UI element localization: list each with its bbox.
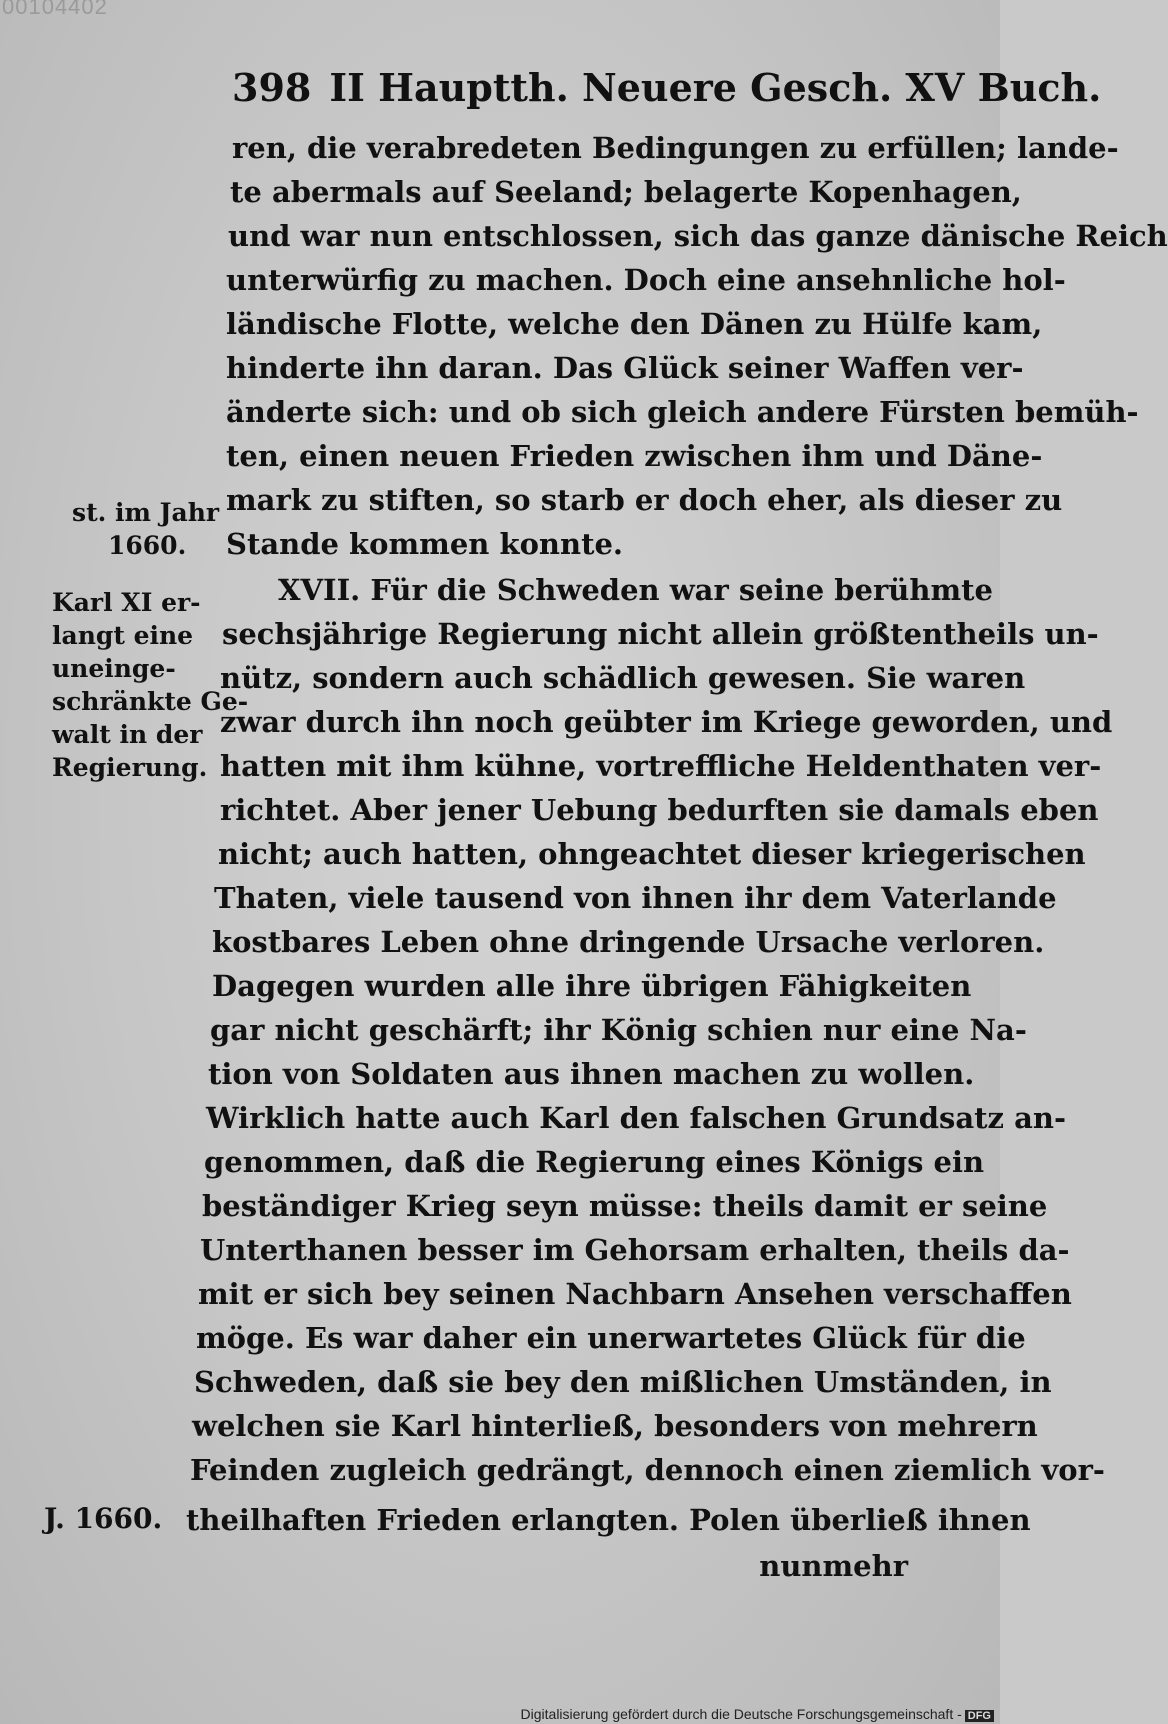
body-line: genommen, daß die Regierung eines Königs ein	[204, 1145, 985, 1179]
margin-note-year: J. 1660.	[44, 1502, 163, 1535]
body-line: ländische Flotte, welche den Dänen zu Hülfe kam,	[226, 307, 1043, 341]
page-id: 00104402	[2, 0, 108, 19]
body-line: kostbares Leben ohne dringende Ursache verloren.	[212, 925, 1045, 959]
body-line: richtet. Aber jener Uebung bedurften sie damals eben	[220, 793, 1099, 827]
body-line: zwar durch ihn noch geübter im Kriege geworden, und	[220, 705, 1113, 739]
dfg-logo: DFG	[965, 1710, 994, 1722]
body-line: hatten mit ihm kühne, vortreffliche Heldenthaten ver-	[220, 749, 1102, 783]
body-line: theilhaften Frieden erlangten. Polen überließ ihnen	[186, 1503, 1031, 1537]
body-line: möge. Es war daher ein unerwartetes Glück für die	[196, 1321, 1026, 1355]
margin-note-death	[72, 496, 219, 562]
digitization-footer	[521, 1706, 994, 1722]
margin-note-line: 1660.	[108, 531, 187, 560]
body-line: Wirklich hatte auch Karl den falschen Grundsatz an-	[206, 1101, 1067, 1135]
section-heading-line: XVII. Für die Schweden war seine berühmte	[278, 573, 993, 607]
body-line: gar nicht geschärft; ihr König schien nur eine Na-	[210, 1013, 1027, 1047]
body-line: ten, einen neuen Frieden zwischen ihm und Däne-	[226, 439, 1043, 473]
body-line: sechsjährige Regierung nicht allein größtentheils un-	[222, 617, 1099, 651]
body-line: Unterthanen besser im Gehorsam erhalten, theils da-	[200, 1233, 1070, 1267]
running-title: II Hauptth. Neuere Gesch. XV Buch.	[329, 65, 1102, 110]
body-line: hinderte ihn daran. Das Glück seiner Waffen ver-	[226, 351, 1024, 385]
footer-text: Digitalisierung gefördert durch die Deutsche Forschungsgemeinschaft -	[520, 1706, 962, 1722]
body-line: Dagegen wurden alle ihre übrigen Fähigkeiten	[212, 969, 972, 1003]
body-line: unterwürfig zu machen. Doch eine ansehnliche hol-	[226, 263, 1066, 297]
margin-note-line: walt in der	[52, 720, 203, 749]
body-line: te abermals auf Seeland; belagerte Kopenhagen,	[230, 175, 1022, 209]
body-line: ren, die verabredeten Bedingungen zu erfüllen; lande-	[232, 131, 1119, 165]
margin-note-line: Karl XI er-	[52, 588, 201, 617]
page-number: 398	[232, 65, 312, 110]
body-line: Schweden, daß sie bey den mißlichen Umständen, in	[194, 1365, 1052, 1399]
body-line: tion von Soldaten aus ihnen machen zu wollen.	[208, 1057, 975, 1091]
body-line: welchen sie Karl hinterließ, besonders von mehrern	[192, 1409, 1038, 1443]
margin-note-line: Regierung.	[52, 753, 208, 782]
body-line: beständiger Krieg seyn müsse: theils damit er seine	[202, 1189, 1048, 1223]
body-line: änderte sich: und ob sich gleich andere Fürsten bemüh-	[226, 395, 1139, 429]
body-line: nütz, sondern auch schädlich gewesen. Sie waren	[220, 661, 1026, 695]
margin-note-line: schränkte Ge-	[52, 687, 249, 716]
margin-note-line: uneinge-	[52, 654, 176, 683]
body-line: nicht; auch hatten, ohngeachtet dieser kriegerischen	[218, 837, 1086, 871]
body-line: und war nun entschlossen, sich das ganze dänische Reich	[228, 219, 1168, 253]
catchword: nunmehr	[759, 1549, 908, 1583]
body-line: Stande kommen konnte.	[226, 527, 624, 561]
body-line: mark zu stiften, so starb er doch eher, als dieser zu	[226, 483, 1063, 517]
body-line: mit er sich bey seinen Nachbarn Ansehen verschaffen	[198, 1277, 1072, 1311]
margin-note-line: st. im Jahr	[72, 498, 220, 527]
body-line: Feinden zugleich gedrängt, dennoch einen ziemlich vor-	[190, 1453, 1105, 1487]
margin-note-line: langt eine	[52, 621, 194, 650]
body-line: Thaten, viele tausend von ihnen ihr dem Vaterlande	[214, 881, 1057, 915]
margin-note-karl-xi	[52, 586, 248, 784]
